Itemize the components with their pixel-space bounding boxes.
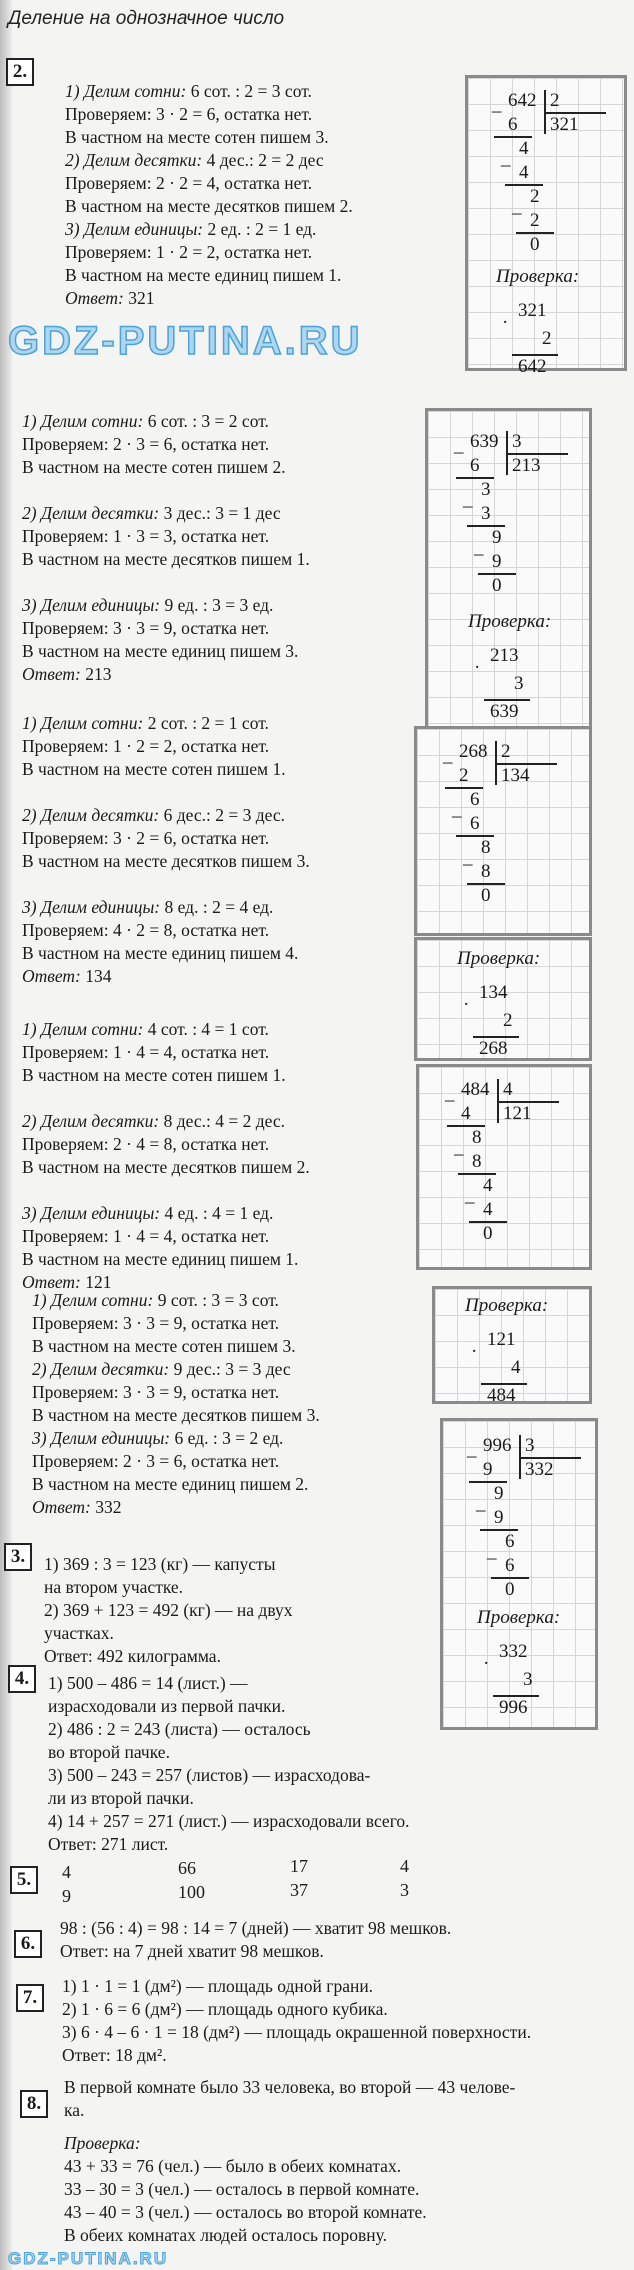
digit: Проверка: (477, 1607, 561, 1628)
solution-line (32, 1473, 320, 1496)
step-text: Ответ: на 7 дней хватит 98 мешков. (60, 1941, 324, 1961)
step-text: Проверяем: 1 · 3 = 3, остатка нет. (22, 526, 270, 546)
solution-line (48, 1695, 410, 1718)
minus-sign: _ (463, 489, 473, 510)
digit: 4 (511, 1357, 521, 1378)
exercise-solution-8 (60, 1917, 451, 1963)
step-text: Ответ: 18 дм². (62, 2045, 167, 2065)
step-label: 3) Делим единицы: (22, 897, 161, 917)
solution-line (60, 1917, 451, 1940)
step-text: 4 дес.: 2 = 2 дес (202, 150, 324, 170)
minus-sign: _ (465, 1185, 475, 1206)
solution-line (64, 2076, 515, 2099)
step-text: 1) 369 : 3 = 123 (кг) — капусты (44, 1554, 276, 1574)
digit: 2 (503, 1010, 513, 1031)
step-text: Проверяем: 2 · 2 = 4, остатка нет. (65, 173, 313, 193)
digit: 4 (461, 1103, 471, 1124)
division-box-484 (416, 1064, 592, 1270)
step-text: В частном на месте единиц пишем 4. (22, 943, 299, 963)
step-text: 332 (90, 1497, 122, 1517)
solution-line (65, 218, 353, 241)
digit: 3 (523, 1669, 533, 1690)
solution-line (65, 195, 353, 218)
step-text: В первой комнате было 33 человека, во второй — 43 челове- (64, 2077, 516, 2097)
solution-line (22, 1225, 310, 1248)
step-text: Проверяем: 3 · 2 = 6, остатка нет. (65, 104, 313, 124)
exercise-number: 3. (4, 1543, 32, 1571)
solution-line (48, 1833, 410, 1856)
watermark-top: GDZ-PUTINA.RU (8, 319, 363, 363)
digit: 9 (494, 1507, 504, 1528)
step-text: В частном на месте десятков пишем 3. (22, 851, 310, 871)
step-text: 2) 1 · 6 = 6 (дм²) — площадь одного кубика. (62, 1999, 388, 2019)
solution-line (32, 1289, 320, 1312)
step-label: 2) Делим десятки: (22, 1111, 160, 1131)
step-text: Проверяем: 2 · 3 = 6, остатка нет. (22, 434, 270, 454)
digit: 6 (505, 1531, 515, 1552)
digit: 2 (530, 186, 540, 207)
solution-line (32, 1450, 320, 1473)
digit: 0 (492, 575, 502, 596)
step-text: В частном на месте единиц пишем 1. (22, 1249, 299, 1269)
step-label: 1) Делим сотни: (22, 1019, 144, 1039)
digit: 3 (514, 673, 524, 694)
digit: 0 (505, 1579, 515, 1600)
step-text: Проверяем: 2 · 4 = 8, остатка нет. (22, 1134, 270, 1154)
answer-value: 17 (290, 1856, 308, 1876)
blank-line (22, 781, 310, 804)
solution-line (48, 1718, 410, 1741)
solution-line (64, 2132, 515, 2155)
step-label: 2) Делим десятки: (22, 805, 160, 825)
exercise-solution-7 (48, 1672, 410, 1856)
step-text: 134 (80, 966, 112, 986)
solution-line (22, 410, 310, 433)
digit: 8 (472, 1127, 482, 1148)
solution-line (62, 1998, 531, 2021)
step-text: В частном на месте десятков пишем 2. (22, 1157, 310, 1177)
digit: 6 (470, 455, 480, 476)
minus-sign: _ (454, 1137, 464, 1158)
minus-sign: _ (492, 94, 502, 115)
step-text: 6 сот. : 3 = 2 сот. (143, 411, 269, 431)
digit: 6 (508, 114, 518, 135)
step-text: 43 + 33 = 76 (чел.) — было в обеих комнатах. (64, 2156, 402, 2176)
solution-line (62, 2044, 531, 2067)
step-text: 33 – 30 = 3 (чел.) — осталось в первой комнате. (64, 2179, 420, 2199)
step-text: 8 ед. : 2 = 4 ед. (160, 897, 274, 917)
step-text: Проверяем: 3 · 3 = 9, остатка нет. (32, 1313, 280, 1333)
step-text: 43 – 40 = 3 (чел.) — осталось во второй комнате. (64, 2202, 427, 2222)
blank-line (22, 873, 310, 896)
digit: 4 (483, 1199, 493, 1220)
digit: 6 (505, 1555, 515, 1576)
step-label: 3) Делим единицы: (65, 219, 204, 239)
digit: 268 (479, 1038, 508, 1059)
exercise-solution-1 (65, 80, 353, 310)
minus-sign: _ (452, 799, 462, 820)
solution-line (65, 103, 353, 126)
digit: 0 (481, 885, 491, 906)
solution-line (22, 712, 310, 735)
answer-value: 4 (62, 1862, 71, 1882)
step-text: 8 дес.: 4 = 2 дес. (159, 1111, 285, 1131)
digit: 8 (472, 1151, 482, 1172)
digit: 2 (542, 328, 552, 349)
solution-line (22, 1133, 310, 1156)
step-text: 2) 369 + 123 = 492 (кг) — на двух (44, 1600, 293, 1620)
step-label: 2) Делим десятки: (22, 503, 160, 523)
digit: 484 (487, 1385, 516, 1406)
solution-line (64, 2155, 515, 2178)
step-text: 4 сот. : 4 = 1 сот. (143, 1019, 269, 1039)
exercise-solution-6 (44, 1553, 292, 1668)
minus-sign: _ (445, 1083, 455, 1104)
digit: 2 (530, 210, 540, 231)
solution-line (48, 1787, 410, 1810)
step-text: 9 сот. : 3 = 3 сот. (153, 1290, 279, 1310)
step-label: Ответ: (65, 288, 124, 308)
digit: 2 (501, 741, 511, 762)
exercise-number: 6. (14, 1930, 42, 1958)
step-text: 1) 500 – 486 = 14 (лист.) — (48, 1673, 248, 1693)
solution-line (22, 594, 310, 617)
minus-sign: _ (443, 745, 453, 766)
digit: 9 (494, 1483, 504, 1504)
solution-line (64, 2099, 515, 2122)
step-label: 2) Делим десятки: (65, 150, 203, 170)
minus-sign: _ (476, 1493, 486, 1514)
multiply-dot: · (483, 1653, 490, 1674)
solution-line (62, 2021, 531, 2044)
step-text: 6 сот. : 2 = 3 сот. (186, 81, 312, 101)
step-text: В частном на месте сотен пишем 3. (65, 127, 329, 147)
step-text: Проверяем: 2 · 3 = 6, остатка нет. (32, 1451, 280, 1471)
step-text: на втором участке. (44, 1577, 184, 1597)
digit: 484 (461, 1079, 490, 1100)
step-text: ка. (64, 2100, 85, 2120)
answer-value: 9 (62, 1886, 71, 1906)
step-text: 98 : (56 : 4) = 98 : 14 = 7 (дней) — хватит 98 мешков. (60, 1918, 452, 1938)
step-label: 2) Делим десятки: (32, 1359, 170, 1379)
solution-line (22, 804, 310, 827)
solution-line (44, 1645, 292, 1668)
exercise-solution-3 (22, 712, 310, 988)
step-text: израсходовали из первой пачки. (48, 1696, 286, 1716)
answer-value: 3 (400, 1880, 409, 1900)
step-text: В частном на месте сотен пишем 2. (22, 457, 286, 477)
digit: 4 (483, 1175, 493, 1196)
solution-line (22, 640, 310, 663)
solution-line (48, 1810, 410, 1833)
solution-line (22, 1156, 310, 1179)
multiply-dot: · (474, 657, 481, 678)
solution-line (22, 1248, 310, 1271)
solution-line (32, 1381, 320, 1404)
step-label: 1) Делим сотни: (22, 411, 144, 431)
solution-line (64, 2201, 515, 2224)
solution-line (22, 548, 310, 571)
solution-line (65, 264, 353, 287)
step-text: В частном на месте единиц пишем 1. (65, 265, 342, 285)
digit: 9 (492, 527, 502, 548)
check-box-268 (414, 937, 592, 1061)
digit: 8 (481, 837, 491, 858)
solution-line (22, 1202, 310, 1225)
step-text: 9 ед. : 3 = 3 ед. (160, 595, 274, 615)
step-label: 3) Делим единицы: (32, 1428, 171, 1448)
minus-sign: _ (474, 537, 484, 558)
step-text: 1) 1 · 1 = 1 (дм²) — площадь одной грани. (62, 1976, 374, 1996)
step-text: В частном на месте десятков пишем 3. (32, 1405, 320, 1425)
step-text: 4 ед. : 4 = 1 ед. (160, 1203, 274, 1223)
multiply-dot: · (502, 312, 509, 333)
digit: 321 (550, 114, 579, 135)
solution-line (65, 149, 353, 172)
step-label: 3) Делим единицы: (22, 595, 161, 615)
digit: 134 (479, 982, 508, 1003)
step-label: Ответ: (22, 1272, 81, 1292)
solution-line (44, 1576, 292, 1599)
digit: Проверка: (465, 1295, 549, 1316)
solution-line (48, 1764, 410, 1787)
step-text: Ответ: 492 килограмма. (44, 1646, 221, 1666)
step-text: В частном на месте единиц пишем 2. (32, 1474, 309, 1494)
step-text: 2 ед. : 2 = 1 ед. (203, 219, 317, 239)
digit: 2 (459, 765, 469, 786)
division-box-268 (414, 726, 592, 936)
solution-line (32, 1312, 320, 1335)
solution-line (32, 1335, 320, 1358)
digit: 4 (519, 138, 529, 159)
digit: 642 (508, 90, 537, 111)
solution-line (64, 2178, 515, 2201)
exercise-number: 7. (16, 1984, 44, 2012)
step-label: Ответ: (32, 1497, 91, 1517)
step-text: В обеих комнатах людей осталось поровну. (64, 2225, 387, 2245)
multiply-dot: · (471, 1341, 478, 1362)
digit: Проверка: (468, 611, 552, 632)
solution-line (22, 617, 310, 640)
step-text: Проверяем: 4 · 2 = 8, остатка нет. (22, 920, 270, 940)
exercise-solution-4 (22, 1018, 310, 1294)
solution-line (32, 1358, 320, 1381)
solution-line (22, 1110, 310, 1133)
solution-line (22, 827, 310, 850)
watermark-bottom: GDZ-PUTINA.RU (8, 2249, 169, 2268)
digit: 3 (481, 479, 491, 500)
solution-line (22, 1041, 310, 1064)
solution-line (22, 1064, 310, 1087)
solution-line (22, 433, 310, 456)
solution-line (65, 172, 353, 195)
digit: 3 (512, 431, 522, 452)
solution-line (22, 456, 310, 479)
step-text: 6 дес.: 2 = 3 дес. (159, 805, 285, 825)
step-text: Проверяем: 3 · 2 = 6, остатка нет. (22, 828, 270, 848)
digit: 3 (525, 1435, 535, 1456)
solution-line (22, 758, 310, 781)
digit: 0 (483, 1223, 493, 1244)
digit: 121 (503, 1103, 532, 1124)
digit: 213 (490, 645, 519, 666)
blank-line (22, 571, 310, 594)
step-text: Проверяем: 3 · 3 = 9, остатка нет. (32, 1382, 280, 1402)
digit: 134 (501, 765, 530, 786)
digit: 9 (492, 551, 502, 572)
exercise-solution-10 (64, 2076, 515, 2247)
step-text: Проверяем: 1 · 4 = 4, остатка нет. (22, 1042, 270, 1062)
page-header: Деление на однозначное число (8, 8, 285, 29)
step-text: Ответ: 271 лист. (48, 1834, 169, 1854)
exercise-number: 4. (8, 1665, 36, 1693)
digit: 213 (512, 455, 541, 476)
step-text: 3 дес.: 3 = 1 дес (159, 503, 281, 523)
digit: 996 (499, 1697, 528, 1718)
step-label: 3) Делим единицы: (22, 1203, 161, 1223)
solution-line (22, 896, 310, 919)
blank-line (22, 479, 310, 502)
solution-line (22, 965, 310, 988)
solution-line (32, 1427, 320, 1450)
multiply-dot: · (463, 994, 470, 1015)
solution-line (65, 241, 353, 264)
step-text: 213 (80, 664, 112, 684)
solution-line (62, 1975, 531, 1998)
step-text: 9 дес.: 3 = 3 дес (169, 1359, 291, 1379)
step-text: Проверяем: 1 · 2 = 2, остатка нет. (22, 736, 270, 756)
exercise-number: 5. (10, 1866, 38, 1894)
digit: 996 (483, 1435, 512, 1456)
solution-line (22, 1018, 310, 1041)
minus-sign: _ (467, 1439, 477, 1460)
digit: 121 (487, 1329, 516, 1350)
solution-line (65, 287, 353, 310)
solution-line (48, 1672, 410, 1695)
solution-line (22, 663, 310, 686)
step-text: 3) 500 – 243 = 257 (листов) — израсходова- (48, 1765, 371, 1785)
solution-line (22, 942, 310, 965)
step-text: 2) 486 : 2 = 243 (листа) — осталось (48, 1719, 311, 1739)
digit: 639 (470, 431, 499, 452)
digit: 268 (459, 741, 488, 762)
exercise-number: 8. (20, 2090, 48, 2118)
solution-line (22, 850, 310, 873)
step-text: В частном на месте сотен пишем 1. (22, 1065, 286, 1085)
step-text: В частном на месте сотен пишем 1. (22, 759, 286, 779)
answer-value: 66 (178, 1858, 196, 1878)
step-text: 4) 14 + 257 = 271 (лист.) — израсходовали всего. (48, 1811, 410, 1831)
answer-value: 4 (400, 1856, 409, 1876)
step-text: Проверяем: 3 · 3 = 9, остатка нет. (22, 618, 270, 638)
step-text: Проверяем: 1 · 4 = 4, остатка нет. (22, 1226, 270, 1246)
digit: 2 (550, 90, 560, 111)
solution-line (64, 2224, 515, 2247)
exercise-solution-2 (22, 410, 310, 686)
digit: 6 (470, 789, 480, 810)
step-text: во второй пачке. (48, 1742, 170, 1762)
exercise-solution-9 (62, 1975, 531, 2067)
blank-line (22, 1179, 310, 1202)
solution-line (65, 126, 353, 149)
division-box-996 (440, 1418, 598, 1730)
blank-line (22, 1087, 310, 1110)
digit: 639 (490, 701, 519, 722)
digit: 3 (481, 503, 491, 524)
division-box-642 (465, 75, 627, 377)
digit: 642 (518, 356, 547, 377)
solution-line (32, 1496, 320, 1519)
step-text: 121 (80, 1272, 112, 1292)
exercise-number: 2. (6, 58, 34, 86)
step-text: 3) 6 · 4 – 6 · 1 = 18 (дм²) — площадь окрашенной поверхности. (62, 2022, 532, 2042)
step-text: В частном на месте десятков пишем 1. (22, 549, 310, 569)
minus-sign: _ (501, 148, 511, 169)
step-label: Ответ: (22, 966, 81, 986)
minus-sign: _ (463, 847, 473, 868)
solution-line (60, 1940, 451, 1963)
solution-line (32, 1404, 320, 1427)
digit: 9 (483, 1459, 493, 1480)
step-text: 6 ед. : 3 = 2 ед. (170, 1428, 284, 1448)
digit: 4 (519, 162, 529, 183)
solution-line (65, 80, 353, 103)
digit: 0 (530, 234, 540, 255)
answer-value: 100 (178, 1882, 205, 1902)
step-text: 2 сот. : 2 = 1 сот. (143, 713, 269, 733)
digit: Проверка: (496, 266, 580, 287)
solution-line (22, 919, 310, 942)
digit: 4 (503, 1079, 513, 1100)
exercise-solution-5 (32, 1289, 320, 1519)
check-box-484 (432, 1286, 592, 1404)
step-label: 1) Делим сотни: (65, 81, 187, 101)
solution-line (22, 502, 310, 525)
minus-sign: _ (512, 196, 522, 217)
step-label: 1) Делим сотни: (22, 713, 144, 733)
step-text: Проверяем: 1 · 2 = 2, остатка нет. (65, 242, 313, 262)
step-label: Проверка: (64, 2133, 141, 2153)
answer-value: 37 (290, 1880, 308, 1900)
step-text: В частном на месте десятков пишем 2. (65, 196, 353, 216)
digit: Проверка: (457, 948, 541, 969)
step-text: ли из второй пачки. (48, 1788, 194, 1808)
minus-sign: _ (454, 435, 464, 456)
minus-sign: _ (487, 1541, 497, 1562)
solution-line (44, 1599, 292, 1622)
solution-line (48, 1741, 410, 1764)
step-text: участках. (44, 1623, 114, 1643)
solution-line (22, 525, 310, 548)
step-text: В частном на месте сотен пишем 3. (32, 1336, 296, 1356)
digit: 6 (470, 813, 480, 834)
step-text: В частном на месте единиц пишем 3. (22, 641, 299, 661)
digit: 8 (481, 861, 491, 882)
digit: 332 (499, 1641, 528, 1662)
solution-line (44, 1622, 292, 1645)
step-label: 1) Делим сотни: (32, 1290, 154, 1310)
solution-line (22, 735, 310, 758)
digit: 332 (525, 1459, 554, 1480)
solution-line (44, 1553, 292, 1576)
step-text: 321 (123, 288, 155, 308)
step-label: Ответ: (22, 664, 81, 684)
digit: 321 (518, 300, 547, 321)
